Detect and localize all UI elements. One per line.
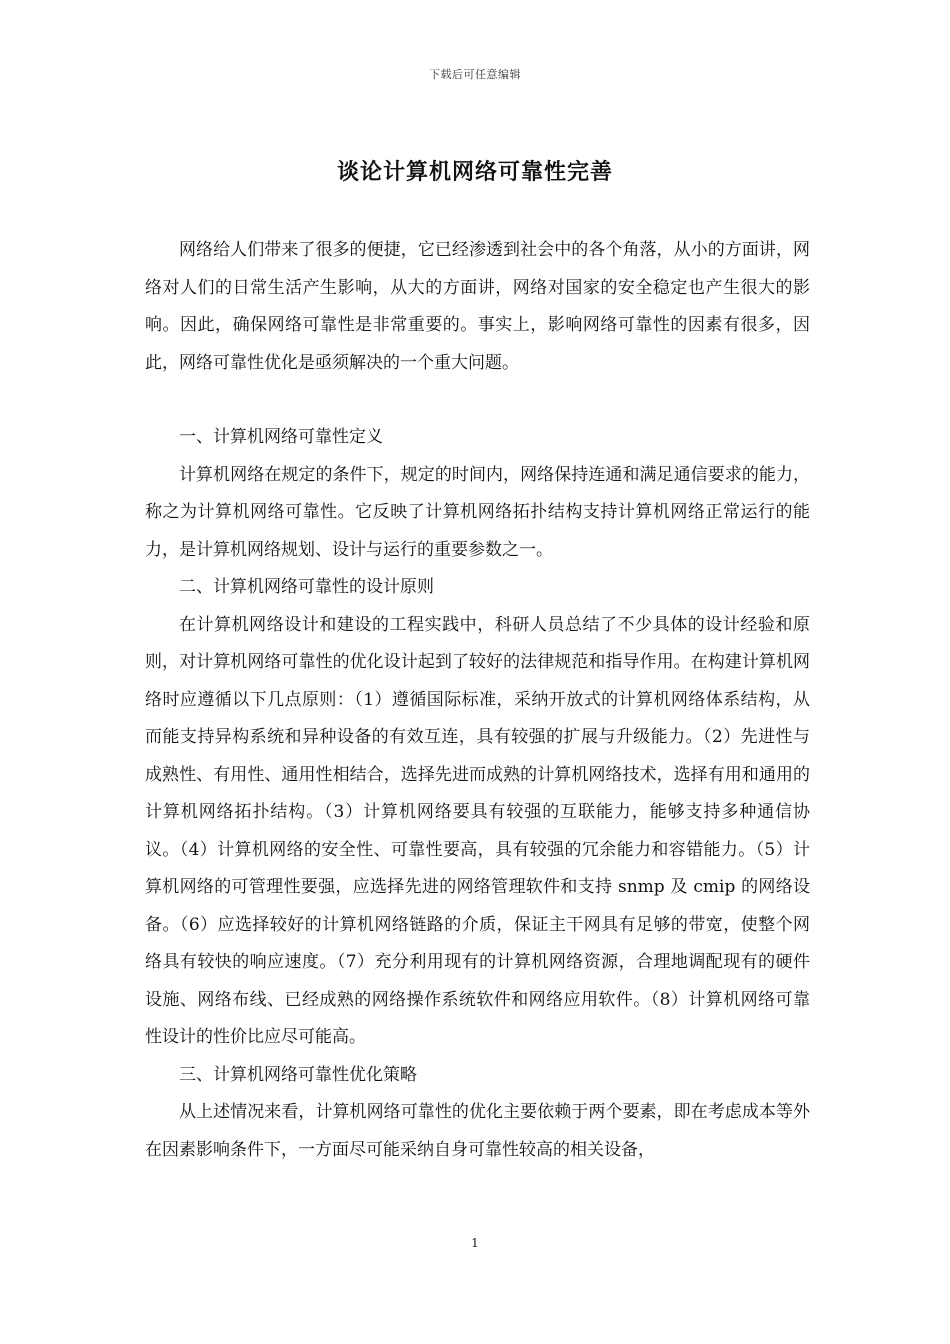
- section-paragraph-2: 在计算机网络设计和建设的工程实践中，科研人员总结了不少具体的设计经验和原则，对计算机网络可靠性的优化设计起到了较好的法律规范和指导作用。在构建计算机网络时应遵循以下几点原则：（1）遵循国际标准，采纳开放式的计算机网络体系结构，从而能支持异构系统和异种设备的有效互连，具有较强的扩展与升级能力。（2）先进性与成熟性、有用性、通用性相结合，选择先进而成熟的计算机网络技术，选择有用和通用的计算机网络拓扑结构。（3）计算机网络要具有较强的互联能力，能够支持多种通信协议。（4）计算机网络的安全性、可靠性要高，具有较强的冗余能力和容错能力。（5）计算机网络的可管理性要强，应选择先进的网络管理软件和支持 snmp 及 cmip 的网络设备。（6）应选择较好的计算机网络链路的介质，保证主干网具有足够的带宽，使整个网络具有较快的响应速度。（7）充分利用现有的计算机网络资源，合理地调配现有的硬件设施、网络布线、已经成熟的网络操作系统软件和网络应用软件。（8）计算机网络可靠性设计的性价比应尽可能高。: [145, 614, 810, 1047]
- section-heading-2: 二、计算机网络可靠性的设计原则: [179, 577, 434, 597]
- document-title: 谈论计算机网络可靠性完善: [336, 159, 613, 185]
- document-body: [145, 232, 810, 1169]
- page-number: 1: [471, 1236, 479, 1250]
- section-heading-1: 一、计算机网络可靠性定义: [179, 427, 383, 447]
- section-paragraph-1: 计算机网络在规定的条件下，规定的时间内，网络保持连通和满足通信要求的能力，称之为计算机网络可靠性。它反映了计算机网络拓扑结构支持计算机网络正常运行的能力，是计算机网络规划、设计与运行的重要参数之一。: [145, 464, 810, 560]
- section-paragraph-3: 从上述情况来看，计算机网络可靠性的优化主要依赖于两个要素，即在考虑成本等外在因素影响条件下，一方面尽可能采纳自身可靠性较高的相关设备，: [145, 1102, 810, 1160]
- section-heading-3: 三、计算机网络可靠性优化策略: [179, 1064, 417, 1085]
- intro-paragraph: 网络给人们带来了很多的便捷，它已经渗透到社会中的各个角落，从小的方面讲，网络对人们的日常生活产生影响，从大的方面讲，网络对国家的安全稳定也产生很大的影响。因此，确保网络可靠性是非常重要的。事实上，影响网络可靠性的因素有很多，因此，网络可靠性优化是亟须解决的一个重大问题。: [145, 240, 810, 373]
- header-note: 下载后可任意编辑: [429, 68, 521, 81]
